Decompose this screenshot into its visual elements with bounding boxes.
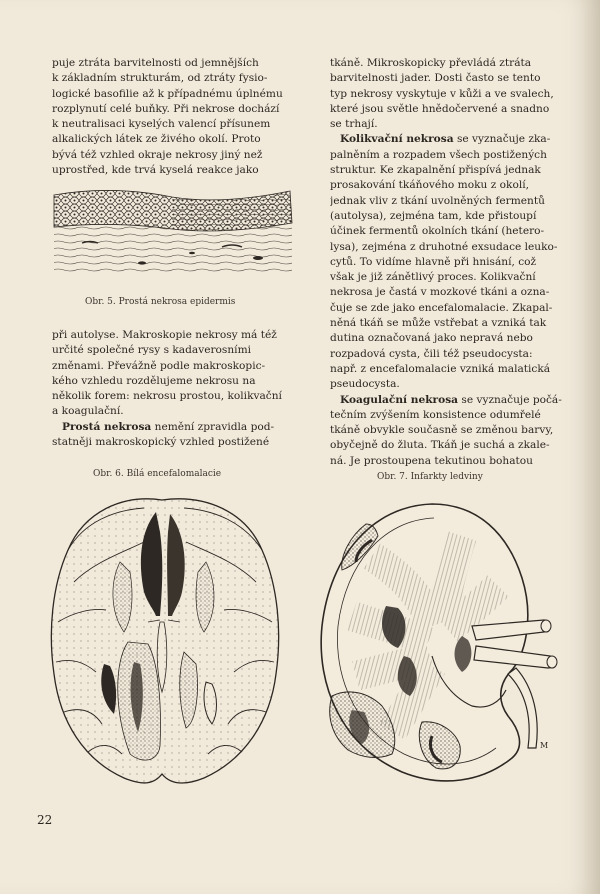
text-line: určité společné rysy s kadaverosními: [52, 344, 252, 357]
figure-7-mark: M: [540, 741, 549, 750]
text-line: čuje se zde jako encefalomalacie. Zkapal-: [330, 301, 553, 314]
text-line: obyčejně do žluta. Tkáň je suchá a zkale-: [330, 439, 550, 452]
left-column-top-text: [52, 56, 294, 178]
text-line: logické basofilie až k případnému úplnému: [52, 87, 283, 100]
text-line: několik forem: nekrosu prostou, kolikvační: [52, 390, 282, 403]
figure-7-kidney-drawing: [312, 496, 572, 786]
text-line: a koagulační.: [52, 405, 124, 418]
text-line: kého vzhledu rozdělujeme nekrosu na: [52, 374, 256, 387]
text-line: se trhají.: [330, 118, 378, 131]
text-line: uprostřed, kde trvá kyselá reakce jako: [52, 164, 259, 177]
term-koagulacni-nekrosa: Koagulační nekrosa: [340, 393, 459, 406]
figure-6-caption: Obr. 6. Bílá encefalomalacie: [93, 469, 222, 479]
text-line: účinek fermentů okolních tkání (hetero-: [330, 225, 545, 238]
text-line: statněji makroskopický vzhled postižené: [52, 436, 270, 449]
text-line: [52, 420, 294, 435]
text-line: struktur. Ke zkapalnění přispívá jednak: [330, 164, 541, 177]
figure-7-caption: Obr. 7. Infarkty ledviny: [377, 472, 483, 482]
figure-5-epidermis-drawing: [52, 183, 296, 283]
left-column-bottom-text: [52, 328, 294, 450]
term-prosta-nekrosa: Prostá nekrosa: [62, 420, 152, 433]
text-line: dutina označovaná jako nepravá nebo: [330, 332, 533, 345]
text-line: [330, 393, 570, 408]
text-line: pseudocysta.: [330, 378, 400, 391]
text-line: alkalických látek ze živého okolí. Proto: [52, 133, 261, 146]
text-line: tkáně obvykle současně se změnou barvy,: [330, 424, 554, 437]
text-line: k neutralisaci kyselých valencí přísunem: [52, 118, 271, 131]
text-line: které jsou světle hnědočervené a snadno: [330, 102, 550, 115]
text-line: k základním strukturám, od ztráty fysio-: [52, 72, 268, 85]
text-line: typ nekrosy vyskytuje v kůži a ve svalech,: [330, 87, 554, 100]
text-run: nemění zpravidla pod-: [151, 420, 275, 433]
term-kolikvacni-nekrosa: Kolikvační nekrosa: [340, 133, 454, 146]
figure-6-brain-section-drawing: [44, 492, 284, 792]
text-line: jednak vliv z tkání uvolněných fermentů: [330, 194, 545, 207]
text-line: cytů. To vidíme hlavně při hnisání, což: [330, 255, 537, 268]
text-line: rozpadová cysta, čili též pseudocysta:: [330, 347, 533, 360]
figure-5-caption: Obr. 5. Prostá nekrosa epidermis: [85, 297, 236, 307]
text-line: však je již zánětlivý proces. Kolikvační: [330, 271, 536, 284]
text-line: barvitelnosti jader. Dosti často se tento: [330, 72, 541, 85]
right-column-text: [330, 56, 570, 469]
text-line: [330, 132, 570, 147]
text-run: se vyznačuje počá-: [458, 393, 562, 406]
text-line: nekrosa je častá v mozkové tkáni a ozna-: [330, 286, 550, 299]
text-line: prosakování tkáňového moku z okolí,: [330, 179, 529, 192]
text-line: tkáně. Mikroskopicky převládá ztráta: [330, 57, 532, 69]
text-line: při autolyse. Makroskopie nekrosy má též: [52, 329, 277, 341]
text-line: lysa), zejména z druhotné exsudace leuko-: [330, 240, 558, 253]
text-line: něná tkáň se může vstřebat a vzniká tak: [330, 317, 547, 330]
text-line: (autolysa), zejména tam, kde přistoupí: [330, 209, 537, 222]
text-run: se vyznačuje zka-: [453, 133, 551, 146]
page-number: 22: [37, 813, 53, 827]
text-line: tečním zvýšením konsistence odumřelé: [330, 408, 541, 421]
text-line: změnami. Převážně podle makroskopic-: [52, 359, 266, 372]
text-line: palněním a rozpadem všech postižených: [330, 148, 547, 161]
text-line: puje ztráta barvitelnosti od jemnějších: [52, 57, 259, 69]
text-line: bývá též vzhled okraje nekrosy jiný než: [52, 148, 263, 161]
text-line: ná. Je prostoupena tekutinou bohatou: [330, 454, 533, 467]
text-line: rozplynutí celé buňky. Při nekrose dochází: [52, 102, 280, 115]
text-line: např. z encefalomalacie vzniká malatická: [330, 362, 551, 375]
